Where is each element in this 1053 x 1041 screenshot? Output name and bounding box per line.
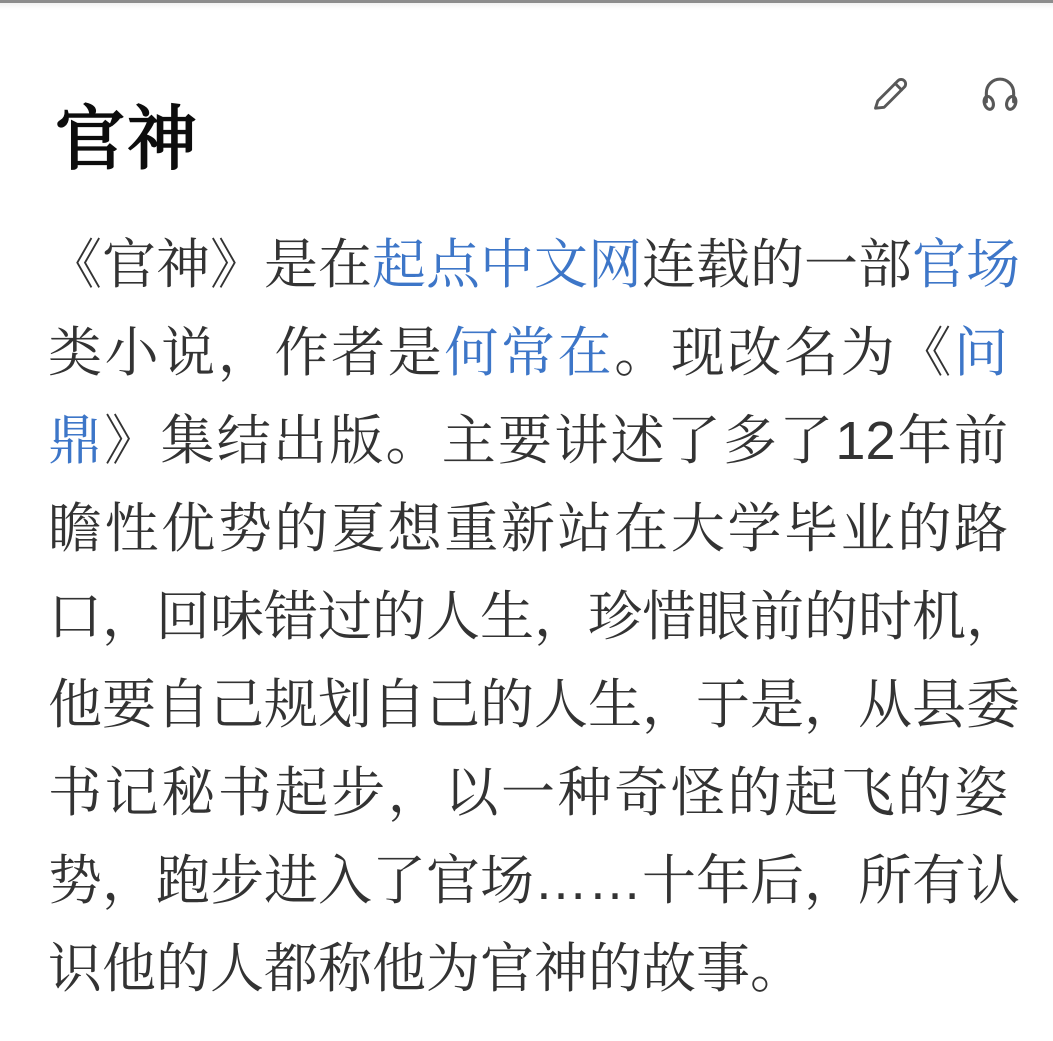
paragraph-line xyxy=(48,925,1008,1013)
entity-link[interactable]: 鼎 xyxy=(48,411,105,471)
entity-link[interactable]: 问 xyxy=(954,323,1008,383)
article-paragraph xyxy=(48,221,1020,1013)
paragraph-text: 书记秘书起步，以一种奇怪的起飞的姿 xyxy=(48,763,1008,823)
paragraph-text: 》集结出版。主要讲述了多了12年前 xyxy=(104,411,1008,471)
header-actions xyxy=(868,71,1022,115)
paragraph-text: 识他的人都称他为官神的故事。 xyxy=(48,939,804,999)
pencil-icon xyxy=(868,71,912,115)
paragraph-line xyxy=(48,309,1008,397)
paragraph-line xyxy=(48,573,1020,661)
entity-link[interactable]: 何常在 xyxy=(444,323,615,383)
entity-link[interactable]: 起点中文网 xyxy=(372,235,642,295)
paragraph-text: 瞻性优势的夏想重新站在大学毕业的路 xyxy=(48,499,1008,559)
paragraph-text: 类小说，作者是 xyxy=(48,323,445,383)
paragraph-text: 他要自己规划自己的人生，于是，从县委 xyxy=(48,675,1020,735)
paragraph-line xyxy=(48,661,1020,749)
edit-button[interactable] xyxy=(868,71,912,115)
paragraph-line xyxy=(48,221,1020,309)
paragraph-line xyxy=(48,837,1020,925)
paragraph-text: 连载的一部 xyxy=(642,235,912,295)
paragraph-text: 势，跑步进入了官场……十年后，所有认 xyxy=(48,851,1020,911)
entity-link[interactable]: 官场 xyxy=(912,235,1020,295)
paragraph-line xyxy=(48,485,1008,573)
paragraph-line xyxy=(48,749,1008,837)
paragraph-text: 。现改名为《 xyxy=(614,323,954,383)
headphones-icon xyxy=(978,71,1022,115)
top-divider-fade xyxy=(0,3,1053,9)
paragraph-line xyxy=(48,397,1008,485)
page-title: 官神 xyxy=(55,99,199,178)
listen-button[interactable] xyxy=(978,71,1022,115)
paragraph-text: 《官神》是在 xyxy=(48,235,372,295)
paragraph-text: 口，回味错过的人生，珍惜眼前的时机， xyxy=(48,587,1020,647)
